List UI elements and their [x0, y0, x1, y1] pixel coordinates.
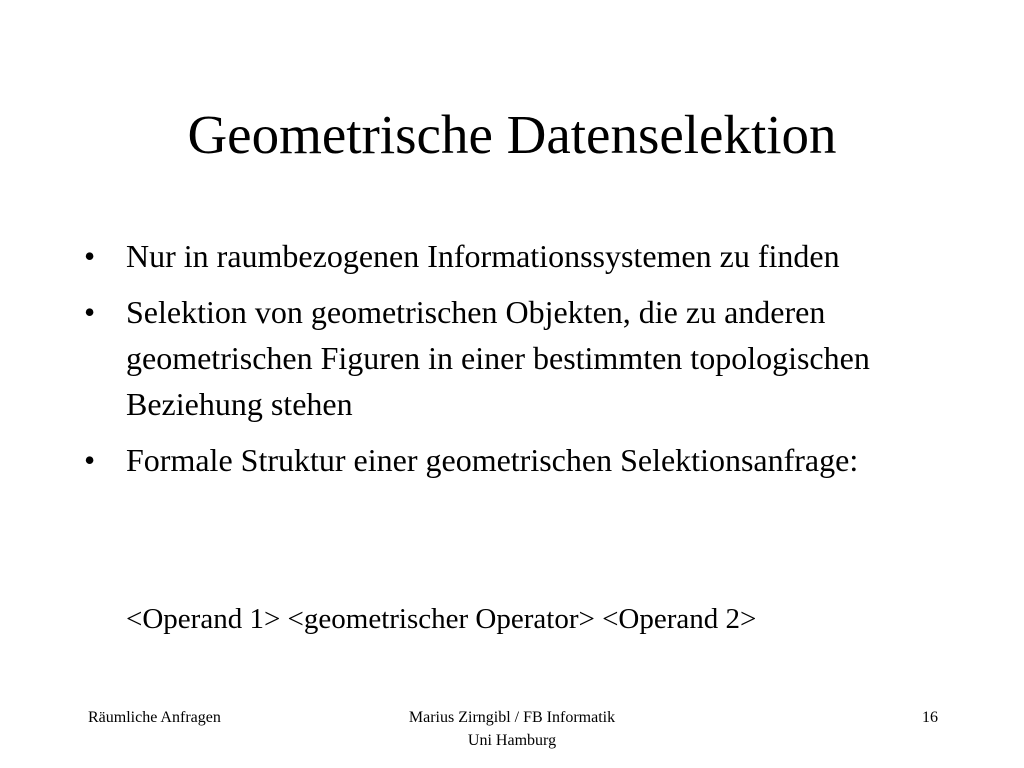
- bullet-item: [82, 289, 942, 427]
- bullet-text: Selektion von geometrischen Objekten, die zu anderen geometrischen Figuren in einer bestimmten topologischen Beziehung stehen: [126, 294, 870, 422]
- bullet-item: [82, 233, 942, 279]
- bullet-item: [82, 437, 942, 483]
- footer-topic: Räumliche Anfragen: [88, 709, 221, 726]
- footer-author-line1: Marius Zirngibl / FB Informatik: [408, 709, 616, 726]
- bullet-marker: •: [84, 294, 96, 330]
- footer-author: [362, 706, 662, 752]
- bullet-marker: •: [84, 442, 96, 478]
- slide-title: Geometrische Datenselektion: [187, 104, 837, 165]
- bullet-marker: •: [84, 238, 96, 274]
- bullet-text: Nur in raumbezogenen Informationssystemen zu finden: [126, 238, 840, 274]
- bullet-list: [82, 233, 942, 493]
- page-number: 16: [922, 709, 938, 726]
- query-formula: <Operand 1> <geometrischer Operator> <Operand 2>: [126, 603, 757, 635]
- bullet-text: Formale Struktur einer geometrischen Selektionsanfrage:: [126, 442, 859, 478]
- footer-author-line2: Uni Hamburg: [467, 732, 557, 749]
